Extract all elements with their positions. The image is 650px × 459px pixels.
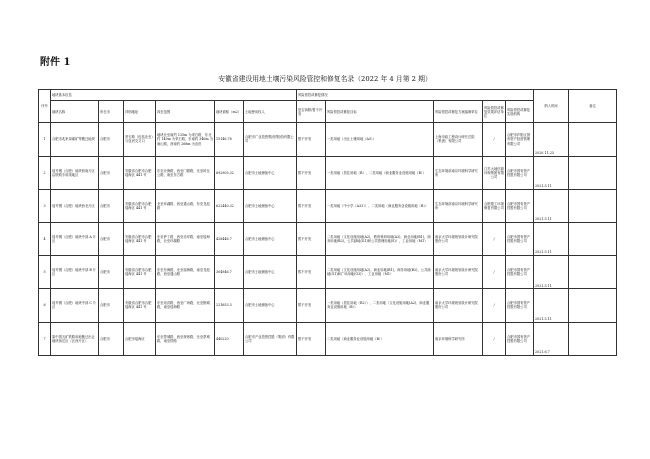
table-cell: 2021.5.11: [534, 189, 569, 222]
table-cell: 北至环湖路，西至通山路，东至龙池路: [156, 189, 215, 222]
table-cell: 440220: [215, 322, 244, 355]
table-cell: 合肥市土地储备中心: [244, 289, 297, 322]
table-cell: 暂不开发: [297, 289, 326, 322]
remediation-list-table: [38, 89, 617, 356]
table-cell: [569, 256, 617, 289]
table-cell: 合肥市国有资产控股有限公司: [506, 322, 534, 355]
table-cell: 南京大学环境规划设计研究院股份公司: [434, 289, 483, 322]
table-cell: 合肥市: [99, 256, 124, 289]
table-cell: 暂不开发: [297, 189, 326, 222]
table-row: [39, 256, 617, 289]
document-title: 安徽省建设用地土壤污染风险管控和修复名录（2022 年 4 月第 2 期）: [218, 75, 432, 83]
table-cell: 15146.76: [215, 123, 244, 156]
table-cell: 622440.32: [215, 189, 244, 222]
table-cell: 瑶号钢（合肥）地块西南片区沿铁路专用线地区: [51, 156, 99, 189]
table-cell: 南京环境科学研究所: [434, 322, 483, 355]
table-cell: 暂不开发: [297, 156, 326, 189]
header-cell: 土地使用权人: [244, 101, 297, 123]
table-cell: 南京大学环境规划设计研究院股份公司: [434, 222, 483, 255]
table-cell: 2: [39, 156, 51, 189]
header-cell: 风险管控或修复方案编制单位: [434, 101, 483, 123]
table-cell: 安徽省合肥市合肥瑶海区 441 号: [124, 156, 156, 189]
table-cell: 二类用地（文化设施用地(A2)，商业用地(B1)，商务用地(B2)，公共绿地(G1)和广场用地(G3)）、工业用地（M1）: [326, 256, 434, 289]
table-cell: 合肥市土地储备中心: [244, 222, 297, 255]
column-header-row: [39, 101, 617, 123]
table-row: [39, 222, 617, 255]
table-cell: 合肥建工环境修复有限公司: [483, 189, 506, 222]
table-cell: 瑶号钢（合肥）地块中部 A 片区: [51, 222, 99, 255]
table-cell: 一类用地（中小学（A33））、二类用地（商业服务业设施用地（B））: [326, 189, 434, 222]
table-cell: 地块北至南约 135m 为采石路，东北约 149m 为采石路，东南约 346m 为南山路，西南约 268m 为农田: [156, 123, 215, 156]
table-cell: 安徽省合肥市合肥瑶海区 441 号: [124, 256, 156, 289]
table-cell: 304946.7: [215, 256, 244, 289]
table-cell: 上海市政工程设计研究总院（集团）有限公司: [434, 123, 483, 156]
table-cell: 合肥市: [99, 289, 124, 322]
table-cell: 生态环境部南京环境科学研究所: [434, 156, 483, 189]
table-cell: 生态环境部南京环境科学研究所: [434, 189, 483, 222]
table-cell: 合肥市国有资产控股有限公司: [506, 289, 534, 322]
table-cell: 5: [39, 256, 51, 289]
table-cell: 2021.5.11: [534, 289, 569, 322]
table-cell: 4: [39, 222, 51, 255]
table-cell: /: [483, 322, 506, 355]
header-cell: 备注: [569, 90, 617, 123]
table-cell: 合肥市: [99, 222, 124, 255]
table-cell: 合肥市广业投资集团(集团)有限公司: [244, 123, 297, 156]
table-row: [39, 189, 617, 222]
table-row: [39, 123, 617, 156]
table-cell: 合肥市: [99, 322, 124, 355]
table-cell: 合肥市: [99, 123, 124, 156]
table-cell: 2021.6.7: [534, 322, 569, 355]
table-cell: 6: [39, 289, 51, 322]
group-header-basic: 地块基本信息: [51, 90, 297, 101]
table-row: [39, 322, 617, 355]
table-cell: 2021.5.11: [534, 222, 569, 255]
table-cell: [569, 156, 617, 189]
table-cell: 合肥市产业投资控股（集团）有限公司: [244, 322, 297, 355]
table-cell: 2020.11.23: [534, 123, 569, 156]
table-cell: 安徽省合肥市合肥瑶海区 441 号: [124, 289, 156, 322]
table-cell: 2021.5.11: [534, 256, 569, 289]
table-cell: 合肥市国有资产控股有限公司: [506, 256, 534, 289]
table-cell: 暂不开发: [297, 222, 326, 255]
table-cell: /: [483, 222, 506, 255]
table-cell: 瑶号钢（合肥）地块中部 C 片区: [51, 289, 99, 322]
table-cell: [569, 289, 617, 322]
table-cell: 一类用地（居住用地（R）、二类用地（商业服务业设施用地（B））: [326, 156, 434, 189]
table-cell: [569, 322, 617, 355]
header-cell: 详细地址: [124, 101, 156, 123]
table-cell: 暂不开发: [297, 256, 326, 289]
table-cell: 合肥市国有资产控股有限公司: [506, 189, 534, 222]
group-header-control: 风险管控或修复情况: [297, 90, 534, 101]
table-cell: 合肥市国有资产控股有限公司: [506, 156, 534, 189]
table-cell: 原中国五矿铁路用地搬迁出让地块拆迁区（区西片区）: [51, 322, 99, 355]
table-cell: 合肥市土地储备中心: [244, 189, 297, 222]
table-cell: [569, 123, 617, 156]
table-row: [39, 156, 617, 189]
group-header-row: [39, 90, 617, 101]
header-cell: 所在市: [99, 101, 124, 123]
table-cell: 合肥市土地储备中心: [244, 156, 297, 189]
table-cell: 合肥市兆家岗煤矿等搬迁地块: [51, 123, 99, 156]
table-cell: 合肥市: [99, 156, 124, 189]
table-cell: 安徽省合肥市合肥瑶海区 441 号: [124, 189, 156, 222]
table-cell: 428446.7: [215, 222, 244, 255]
table-cell: 3: [39, 189, 51, 222]
table-cell: 南京大学环境规划设计研究院股份公司: [434, 256, 483, 289]
table-cell: 合肥市国有资产控股有限公司: [506, 222, 534, 255]
table-cell: 东至萨丁路，西至赤岸路，南至瑶海路，北至环湖路: [156, 222, 215, 255]
header-cell: 纳入时间: [534, 90, 569, 123]
table-cell: 合肥市: [99, 189, 124, 222]
header-cell: 是否拆除/暂不开发: [297, 101, 326, 123]
table-cell: 合肥市土地储备中心: [244, 256, 297, 289]
table-cell: 二类用地（商业服务业设施用地（B））: [326, 322, 434, 355]
header-cell: 地块名称: [51, 101, 99, 123]
table-cell: 暂不开发: [297, 322, 326, 355]
table-cell: 江苏大地信源环保集团有限公司: [483, 156, 506, 189]
table-cell: [569, 222, 617, 255]
table-cell: 一类用地（出让土壤用地（A5））: [326, 123, 434, 156]
table-cell: 合肥市庐阳区国有资产经营管理有限公司: [506, 123, 534, 156]
header-cell: 地块面积（m2）: [215, 101, 244, 123]
table-cell: 采石路（包括北至）与包河交叉口: [124, 123, 156, 156]
table-row: [39, 289, 617, 322]
table-cell: /: [483, 123, 506, 156]
table-cell: /: [483, 289, 506, 322]
table-cell: 东至宛洪路，西至广场路，北至钢城路，南至瑶海路: [156, 289, 215, 322]
table-cell: [569, 189, 617, 222]
header-cell: 风险管控或修复效果评估单位: [483, 101, 506, 123]
table-cell: 安徽省合肥市合肥瑶海区 441 号: [124, 222, 156, 255]
table-cell: 东至蒙城路，西至规划路，北至蒙城路，南至铁路: [156, 322, 215, 355]
table-cell: 瑶号钢（合肥）地块西北片区: [51, 189, 99, 222]
table-cell: 692905.32: [215, 156, 244, 189]
table-cell: 暂不开发: [297, 123, 326, 156]
table-cell: 东至东海路，北至瑶海路，南至龙池路，西至通山路: [156, 256, 215, 289]
header-cell: 风险管控或修复实施机构: [506, 101, 534, 123]
table-cell: 1: [39, 123, 51, 156]
table-cell: 2021.5.11: [534, 156, 569, 189]
attachment-label: 附件 1: [40, 57, 71, 68]
table-cell: 二类用地（文化设施用地(A2)，教育科研用地(A3)，商业用地(B1)，商务用地(B2)，公共绿地(G1)和公共管理用地(S)）、工业用地（M1）: [326, 222, 434, 255]
table-cell: 一类用地（居住用地（R2））、二类用地（文化设施用地(A2)、商业服务业设施用地（B））: [326, 289, 434, 322]
table-cell: 7: [39, 322, 51, 355]
table-cell: 合肥市瑶海区: [124, 322, 156, 355]
table-cell: /: [483, 256, 506, 289]
table-cell: 瑶号钢（合肥）地块中部 B 片区: [51, 256, 99, 289]
header-cell: 序号: [39, 90, 51, 123]
header-cell: 四至范围: [156, 101, 215, 123]
header-cell: 风险管控或修复目标: [326, 101, 434, 123]
table-cell: 东至北海路，西至门德路，北至砖瓦公路，南至东方路: [156, 156, 215, 189]
table-cell: 221653.3: [215, 289, 244, 322]
